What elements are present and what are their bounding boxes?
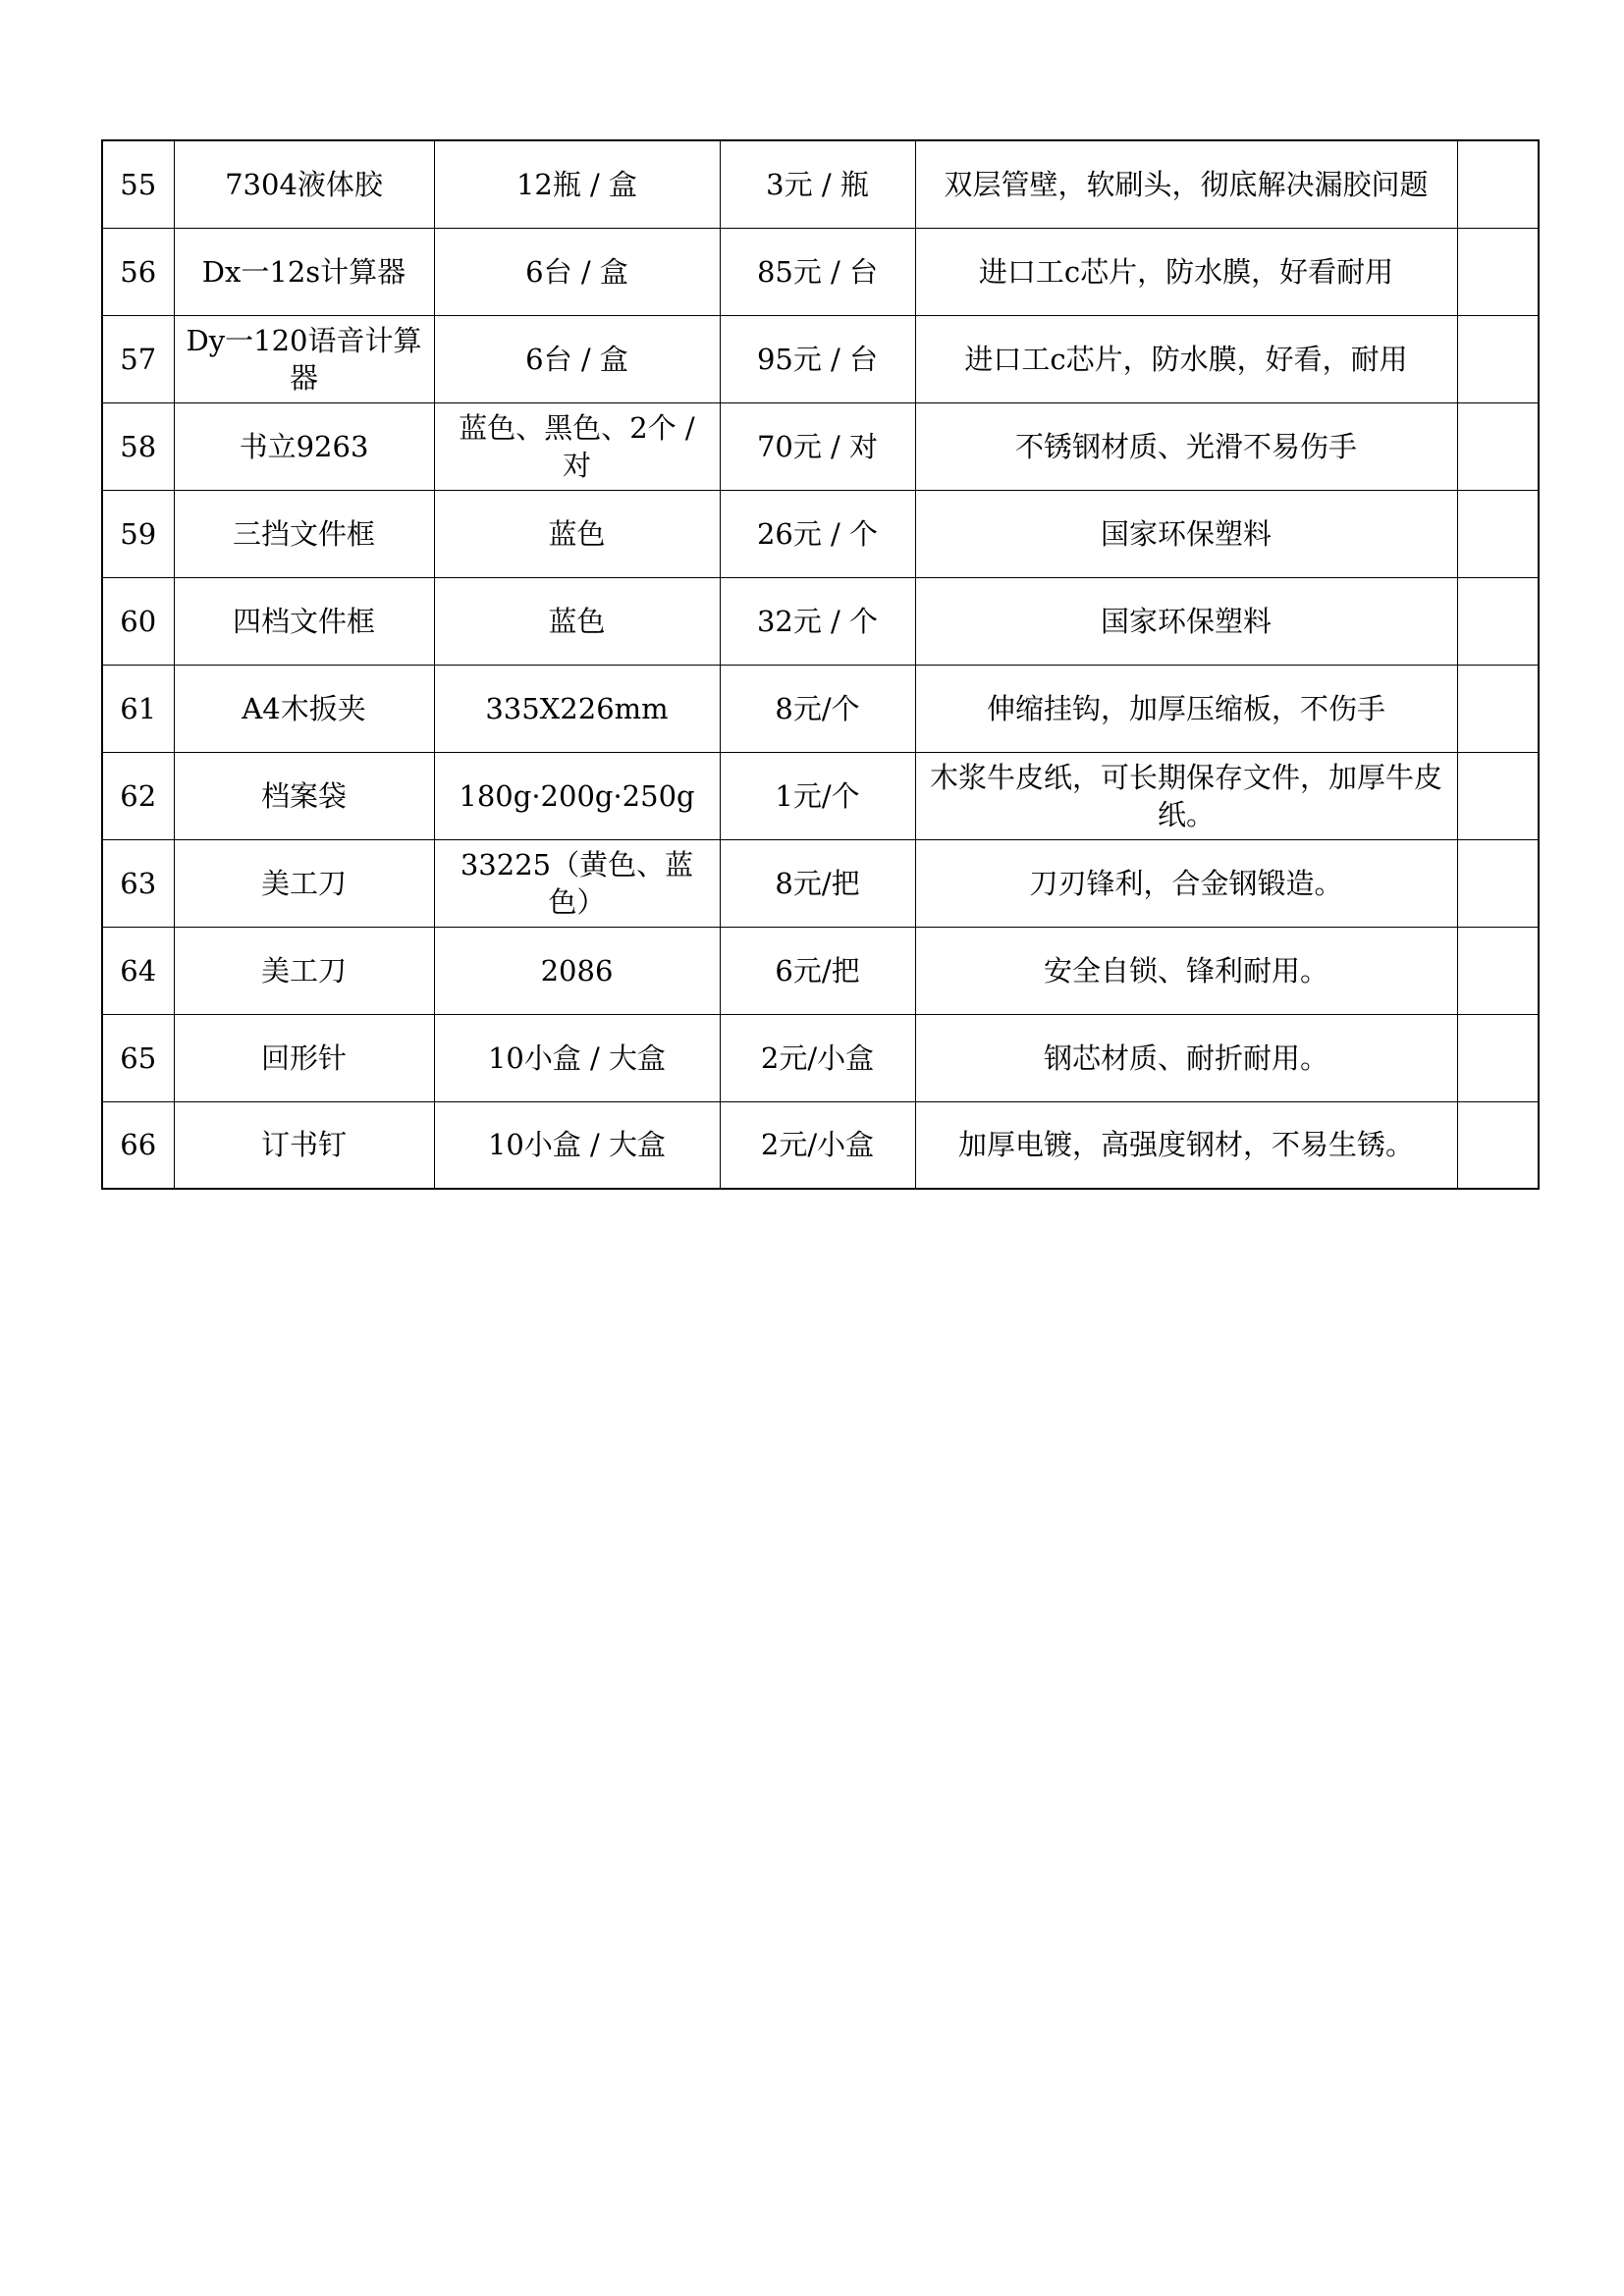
item-name-cell: A4木扳夹 bbox=[174, 665, 434, 752]
item-price-cell: 32元 / 个 bbox=[720, 577, 915, 665]
item-note-cell bbox=[1457, 1101, 1539, 1189]
item-note-cell bbox=[1457, 140, 1539, 228]
item-spec-cell: 蓝色、黑色、2个 / 对 bbox=[434, 402, 720, 490]
item-note-cell bbox=[1457, 577, 1539, 665]
table-row bbox=[102, 665, 1539, 752]
item-price-cell: 2元/小盒 bbox=[720, 1101, 915, 1189]
item-spec-cell: 33225（黄色、蓝色） bbox=[434, 839, 720, 927]
item-spec-cell: 335X226mm bbox=[434, 665, 720, 752]
item-number-cell: 65 bbox=[102, 1014, 174, 1101]
item-name-cell: Dx一12s计算器 bbox=[174, 228, 434, 315]
item-number-cell: 62 bbox=[102, 752, 174, 839]
item-price-cell: 70元 / 对 bbox=[720, 402, 915, 490]
item-note-cell bbox=[1457, 752, 1539, 839]
item-note-cell bbox=[1457, 1014, 1539, 1101]
item-feature-cell: 进口工c芯片，防水膜，好看，耐用 bbox=[915, 315, 1457, 402]
item-spec-cell: 6台 / 盒 bbox=[434, 315, 720, 402]
item-name-cell: 档案袋 bbox=[174, 752, 434, 839]
item-price-cell: 8元/个 bbox=[720, 665, 915, 752]
item-feature-cell: 不锈钢材质、光滑不易伤手 bbox=[915, 402, 1457, 490]
item-name-cell: 回形针 bbox=[174, 1014, 434, 1101]
item-feature-cell: 国家环保塑料 bbox=[915, 490, 1457, 577]
table-row bbox=[102, 228, 1539, 315]
item-spec-cell: 蓝色 bbox=[434, 490, 720, 577]
item-number-cell: 60 bbox=[102, 577, 174, 665]
item-feature-cell: 加厚电镀，高强度钢材，不易生锈。 bbox=[915, 1101, 1457, 1189]
item-note-cell bbox=[1457, 665, 1539, 752]
item-number-cell: 61 bbox=[102, 665, 174, 752]
item-number-cell: 64 bbox=[102, 927, 174, 1014]
item-note-cell bbox=[1457, 228, 1539, 315]
item-spec-cell: 2086 bbox=[434, 927, 720, 1014]
item-name-cell: 美工刀 bbox=[174, 839, 434, 927]
item-spec-cell: 12瓶 / 盒 bbox=[434, 140, 720, 228]
item-price-cell: 8元/把 bbox=[720, 839, 915, 927]
item-name-cell: 书立9263 bbox=[174, 402, 434, 490]
item-feature-cell: 伸缩挂钩，加厚压缩板，不伤手 bbox=[915, 665, 1457, 752]
item-number-cell: 55 bbox=[102, 140, 174, 228]
item-name-cell: Dy一120语音计算器 bbox=[174, 315, 434, 402]
table-row bbox=[102, 490, 1539, 577]
item-note-cell bbox=[1457, 315, 1539, 402]
item-spec-cell: 6台 / 盒 bbox=[434, 228, 720, 315]
table-row bbox=[102, 402, 1539, 490]
table-row bbox=[102, 140, 1539, 228]
item-price-cell: 26元 / 个 bbox=[720, 490, 915, 577]
item-name-cell: 四档文件框 bbox=[174, 577, 434, 665]
item-note-cell bbox=[1457, 490, 1539, 577]
item-number-cell: 56 bbox=[102, 228, 174, 315]
item-number-cell: 57 bbox=[102, 315, 174, 402]
item-spec-cell: 10小盒 / 大盒 bbox=[434, 1101, 720, 1189]
item-price-cell: 1元/个 bbox=[720, 752, 915, 839]
item-name-cell: 美工刀 bbox=[174, 927, 434, 1014]
item-number-cell: 59 bbox=[102, 490, 174, 577]
item-spec-cell: 10小盒 / 大盒 bbox=[434, 1014, 720, 1101]
item-feature-cell: 刀刃锋利，合金钢锻造。 bbox=[915, 839, 1457, 927]
table-row bbox=[102, 927, 1539, 1014]
item-name-cell: 订书钉 bbox=[174, 1101, 434, 1189]
item-name-cell: 7304液体胶 bbox=[174, 140, 434, 228]
item-name-cell: 三挡文件框 bbox=[174, 490, 434, 577]
table-row bbox=[102, 577, 1539, 665]
item-note-cell bbox=[1457, 927, 1539, 1014]
table-row bbox=[102, 1014, 1539, 1101]
table-row bbox=[102, 752, 1539, 839]
item-price-cell: 2元/小盒 bbox=[720, 1014, 915, 1101]
item-feature-cell: 进口工c芯片，防水膜，好看耐用 bbox=[915, 228, 1457, 315]
item-spec-cell: 蓝色 bbox=[434, 577, 720, 665]
table-body bbox=[102, 140, 1539, 1189]
table-row bbox=[102, 839, 1539, 927]
product-price-table bbox=[101, 139, 1540, 1190]
item-note-cell bbox=[1457, 839, 1539, 927]
item-price-cell: 85元 / 台 bbox=[720, 228, 915, 315]
item-number-cell: 66 bbox=[102, 1101, 174, 1189]
table-row bbox=[102, 315, 1539, 402]
item-feature-cell: 木浆牛皮纸，可长期保存文件，加厚牛皮纸。 bbox=[915, 752, 1457, 839]
item-feature-cell: 钢芯材质、耐折耐用。 bbox=[915, 1014, 1457, 1101]
item-price-cell: 3元 / 瓶 bbox=[720, 140, 915, 228]
item-note-cell bbox=[1457, 402, 1539, 490]
item-feature-cell: 安全自锁、锋利耐用。 bbox=[915, 927, 1457, 1014]
item-number-cell: 58 bbox=[102, 402, 174, 490]
item-spec-cell: 180g·200g·250g bbox=[434, 752, 720, 839]
table-row bbox=[102, 1101, 1539, 1189]
item-feature-cell: 双层管壁，软刷头，彻底解决漏胶问题 bbox=[915, 140, 1457, 228]
item-price-cell: 95元 / 台 bbox=[720, 315, 915, 402]
item-number-cell: 63 bbox=[102, 839, 174, 927]
item-feature-cell: 国家环保塑料 bbox=[915, 577, 1457, 665]
item-price-cell: 6元/把 bbox=[720, 927, 915, 1014]
